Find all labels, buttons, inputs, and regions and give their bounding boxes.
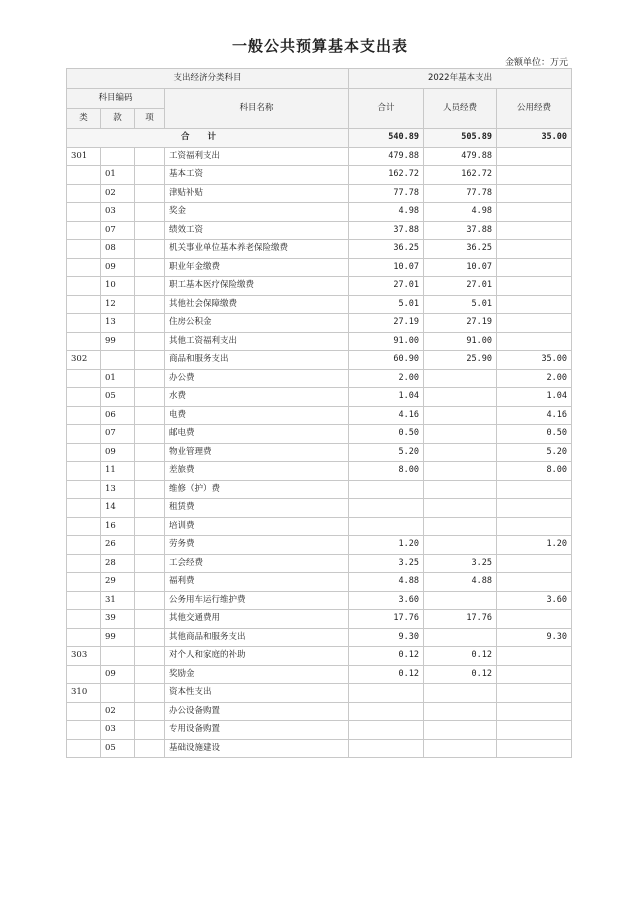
cell-public: [497, 332, 572, 351]
cell-subject-name: 商品和服务支出: [165, 351, 349, 370]
cell-xiang: [135, 739, 165, 758]
table-row: [67, 684, 572, 703]
cell-lei: [67, 166, 101, 185]
cell-kuan: 05: [101, 739, 135, 758]
table-row: [67, 591, 572, 610]
cell-xiang: [135, 277, 165, 296]
table-row: [67, 277, 572, 296]
cell-subject-name: 维修（护）费: [165, 480, 349, 499]
cell-lei: [67, 425, 101, 444]
cell-lei: 301: [67, 147, 101, 166]
cell-subject-name: 奖励金: [165, 665, 349, 684]
cell-total: [349, 721, 424, 740]
cell-personnel: 17.76: [424, 610, 497, 629]
cell-xiang: [135, 295, 165, 314]
cell-total: 4.98: [349, 203, 424, 222]
cell-personnel: [424, 443, 497, 462]
cell-xiang: [135, 536, 165, 555]
cell-xiang: [135, 573, 165, 592]
cell-personnel: 37.88: [424, 221, 497, 240]
cell-kuan: 09: [101, 443, 135, 462]
cell-total: 4.16: [349, 406, 424, 425]
cell-public: 5.20: [497, 443, 572, 462]
cell-total: 9.30: [349, 628, 424, 647]
cell-lei: [67, 258, 101, 277]
cell-public: [497, 203, 572, 222]
cell-subject-name: 对个人和家庭的补助: [165, 647, 349, 666]
cell-personnel: 27.19: [424, 314, 497, 333]
table-body: [67, 129, 572, 758]
table-row: [67, 425, 572, 444]
cell-kuan: 16: [101, 517, 135, 536]
cell-kuan: 03: [101, 203, 135, 222]
cell-xiang: [135, 203, 165, 222]
cell-kuan: 02: [101, 184, 135, 203]
cell-lei: [67, 314, 101, 333]
cell-subject-name: 工会经费: [165, 554, 349, 573]
table-row: [67, 517, 572, 536]
cell-total: 479.88: [349, 147, 424, 166]
cell-lei: [67, 462, 101, 481]
cell-public: [497, 739, 572, 758]
table-row: [67, 184, 572, 203]
cell-public: [497, 480, 572, 499]
cell-personnel: 0.12: [424, 647, 497, 666]
cell-kuan: 08: [101, 240, 135, 259]
cell-total: 162.72: [349, 166, 424, 185]
cell-public: [497, 573, 572, 592]
cell-public: 1.20: [497, 536, 572, 555]
header-code-group: 科目编码: [67, 89, 165, 109]
cell-total: 27.19: [349, 314, 424, 333]
cell-xiang: [135, 351, 165, 370]
cell-xiang: [135, 258, 165, 277]
cell-total: 8.00: [349, 462, 424, 481]
cell-subject-name: 办公费: [165, 369, 349, 388]
cell-lei: [67, 721, 101, 740]
cell-public: 0.50: [497, 425, 572, 444]
cell-subject-name: 办公设备购置: [165, 702, 349, 721]
cell-subject-name: 电费: [165, 406, 349, 425]
cell-xiang: [135, 166, 165, 185]
table-header: [67, 69, 572, 129]
cell-lei: [67, 665, 101, 684]
cell-kuan: 07: [101, 425, 135, 444]
table-row: [67, 573, 572, 592]
cell-personnel: 77.78: [424, 184, 497, 203]
cell-public: [497, 517, 572, 536]
cell-public: 35.00: [497, 351, 572, 370]
cell-personnel: [424, 536, 497, 555]
cell-subject-name: 基础设施建设: [165, 739, 349, 758]
cell-lei: [67, 536, 101, 555]
cell-personnel: 4.98: [424, 203, 497, 222]
cell-kuan: 12: [101, 295, 135, 314]
cell-kuan: 28: [101, 554, 135, 573]
cell-kuan: 99: [101, 332, 135, 351]
cell-personnel: [424, 480, 497, 499]
table-row: [67, 166, 572, 185]
cell-lei: [67, 628, 101, 647]
table-row: [67, 221, 572, 240]
cell-personnel: [424, 406, 497, 425]
cell-personnel: 162.72: [424, 166, 497, 185]
cell-public: 8.00: [497, 462, 572, 481]
cell-subject-name: 差旅费: [165, 462, 349, 481]
cell-public: [497, 166, 572, 185]
cell-kuan: 14: [101, 499, 135, 518]
cell-subject-name: 绩效工资: [165, 221, 349, 240]
cell-xiang: [135, 610, 165, 629]
cell-public: [497, 277, 572, 296]
cell-xiang: [135, 462, 165, 481]
cell-kuan: [101, 351, 135, 370]
cell-subject-name: 住房公积金: [165, 314, 349, 333]
cell-personnel: 27.01: [424, 277, 497, 296]
cell-personnel: [424, 388, 497, 407]
total-personnel: 505.89: [424, 129, 497, 148]
header-public-expenses: 公用经费: [497, 89, 572, 129]
cell-xiang: [135, 628, 165, 647]
table-row: [67, 721, 572, 740]
header-group-basic-expenditure: 2022年基本支出: [349, 69, 572, 89]
cell-lei: 302: [67, 351, 101, 370]
cell-lei: [67, 739, 101, 758]
cell-kuan: [101, 684, 135, 703]
cell-xiang: [135, 517, 165, 536]
cell-total: [349, 499, 424, 518]
cell-kuan: [101, 147, 135, 166]
total-label: 合计: [67, 129, 349, 148]
cell-xiang: [135, 591, 165, 610]
table-row: [67, 647, 572, 666]
cell-kuan: 02: [101, 702, 135, 721]
cell-public: [497, 295, 572, 314]
cell-subject-name: 其他交通费用: [165, 610, 349, 629]
cell-kuan: 03: [101, 721, 135, 740]
cell-xiang: [135, 314, 165, 333]
cell-lei: [67, 203, 101, 222]
cell-xiang: [135, 425, 165, 444]
table-row: [67, 702, 572, 721]
cell-personnel: 0.12: [424, 665, 497, 684]
cell-public: 9.30: [497, 628, 572, 647]
cell-kuan: 07: [101, 221, 135, 240]
cell-total: 2.00: [349, 369, 424, 388]
cell-total: 0.12: [349, 647, 424, 666]
header-xiang: 项: [135, 109, 165, 129]
cell-public: 3.60: [497, 591, 572, 610]
cell-xiang: [135, 665, 165, 684]
cell-personnel: [424, 684, 497, 703]
cell-personnel: 479.88: [424, 147, 497, 166]
header-group-classification: 支出经济分类科目: [67, 69, 349, 89]
cell-personnel: [424, 628, 497, 647]
cell-total: [349, 480, 424, 499]
header-subject-name: 科目名称: [165, 89, 349, 129]
table-row: [67, 240, 572, 259]
cell-total: 36.25: [349, 240, 424, 259]
cell-lei: [67, 221, 101, 240]
table-row: [67, 462, 572, 481]
cell-kuan: 29: [101, 573, 135, 592]
cell-public: [497, 647, 572, 666]
cell-total: 0.12: [349, 665, 424, 684]
cell-total: 27.01: [349, 277, 424, 296]
cell-kuan: 13: [101, 480, 135, 499]
cell-xiang: [135, 332, 165, 351]
cell-xiang: [135, 499, 165, 518]
table-row: [67, 147, 572, 166]
cell-personnel: 4.88: [424, 573, 497, 592]
cell-total: 3.60: [349, 591, 424, 610]
table-row: [67, 314, 572, 333]
cell-personnel: [424, 591, 497, 610]
cell-personnel: 25.90: [424, 351, 497, 370]
table-row: [67, 554, 572, 573]
cell-subject-name: 职工基本医疗保险缴费: [165, 277, 349, 296]
cell-personnel: 5.01: [424, 295, 497, 314]
table-row: [67, 406, 572, 425]
cell-kuan: 09: [101, 665, 135, 684]
cell-xiang: [135, 147, 165, 166]
cell-lei: [67, 610, 101, 629]
cell-public: [497, 610, 572, 629]
cell-xiang: [135, 647, 165, 666]
cell-xiang: [135, 369, 165, 388]
cell-lei: [67, 388, 101, 407]
amount-unit-label: 金额单位：万元: [504, 58, 568, 68]
cell-lei: [67, 184, 101, 203]
cell-subject-name: 奖金: [165, 203, 349, 222]
cell-public: [497, 702, 572, 721]
cell-public: 4.16: [497, 406, 572, 425]
cell-lei: [67, 573, 101, 592]
cell-xiang: [135, 702, 165, 721]
cell-public: [497, 554, 572, 573]
header-total: 合计: [349, 89, 424, 129]
cell-total: 1.04: [349, 388, 424, 407]
cell-xiang: [135, 480, 165, 499]
cell-lei: 310: [67, 684, 101, 703]
cell-public: [497, 499, 572, 518]
cell-xiang: [135, 184, 165, 203]
cell-total: 77.78: [349, 184, 424, 203]
cell-lei: [67, 480, 101, 499]
header-personnel-expenses: 人员经费: [424, 89, 497, 129]
cell-lei: [67, 369, 101, 388]
cell-kuan: 01: [101, 369, 135, 388]
cell-personnel: 3.25: [424, 554, 497, 573]
cell-kuan: 31: [101, 591, 135, 610]
cell-kuan: 13: [101, 314, 135, 333]
cell-total: 4.88: [349, 573, 424, 592]
cell-total: [349, 517, 424, 536]
cell-public: [497, 221, 572, 240]
cell-kuan: 01: [101, 166, 135, 185]
cell-total: 37.88: [349, 221, 424, 240]
cell-subject-name: 其他商品和服务支出: [165, 628, 349, 647]
cell-xiang: [135, 388, 165, 407]
header-lei: 类: [67, 109, 101, 129]
cell-total: [349, 684, 424, 703]
table-row: [67, 258, 572, 277]
cell-personnel: [424, 721, 497, 740]
cell-subject-name: 劳务费: [165, 536, 349, 555]
cell-public: [497, 721, 572, 740]
cell-public: [497, 184, 572, 203]
cell-personnel: [424, 499, 497, 518]
cell-subject-name: 资本性支出: [165, 684, 349, 703]
table-row: [67, 665, 572, 684]
cell-public: [497, 147, 572, 166]
cell-personnel: [424, 425, 497, 444]
cell-kuan: 06: [101, 406, 135, 425]
total-amount: 540.89: [349, 129, 424, 148]
cell-public: 1.04: [497, 388, 572, 407]
cell-personnel: [424, 369, 497, 388]
table-row: [67, 628, 572, 647]
cell-personnel: 10.07: [424, 258, 497, 277]
cell-kuan: 26: [101, 536, 135, 555]
cell-lei: 303: [67, 647, 101, 666]
table-row: [67, 480, 572, 499]
table-row: [67, 443, 572, 462]
cell-kuan: 39: [101, 610, 135, 629]
table-row: [67, 295, 572, 314]
cell-total: 91.00: [349, 332, 424, 351]
cell-lei: [67, 702, 101, 721]
cell-lei: [67, 591, 101, 610]
cell-subject-name: 基本工资: [165, 166, 349, 185]
table-row: [67, 499, 572, 518]
cell-total: [349, 702, 424, 721]
cell-kuan: [101, 647, 135, 666]
cell-public: 2.00: [497, 369, 572, 388]
cell-lei: [67, 443, 101, 462]
cell-lei: [67, 295, 101, 314]
table-row: [67, 203, 572, 222]
table-row: [67, 536, 572, 555]
cell-subject-name: 机关事业单位基本养老保险缴费: [165, 240, 349, 259]
total-row: [67, 129, 572, 148]
cell-public: [497, 258, 572, 277]
cell-total: 3.25: [349, 554, 424, 573]
cell-total: [349, 739, 424, 758]
cell-total: 5.20: [349, 443, 424, 462]
cell-xiang: [135, 443, 165, 462]
table-row: [67, 332, 572, 351]
cell-total: 5.01: [349, 295, 424, 314]
cell-total: 1.20: [349, 536, 424, 555]
cell-lei: [67, 277, 101, 296]
cell-lei: [67, 554, 101, 573]
cell-subject-name: 物业管理费: [165, 443, 349, 462]
cell-personnel: [424, 517, 497, 536]
table-row: [67, 369, 572, 388]
table-row: [67, 388, 572, 407]
cell-subject-name: 邮电费: [165, 425, 349, 444]
cell-total: 10.07: [349, 258, 424, 277]
cell-xiang: [135, 684, 165, 703]
cell-kuan: 11: [101, 462, 135, 481]
cell-kuan: 09: [101, 258, 135, 277]
cell-public: [497, 314, 572, 333]
cell-xiang: [135, 240, 165, 259]
cell-subject-name: 水费: [165, 388, 349, 407]
table-row: [67, 610, 572, 629]
page-title: 一般公共预算基本支出表: [231, 37, 408, 55]
cell-kuan: 10: [101, 277, 135, 296]
cell-public: [497, 665, 572, 684]
cell-personnel: 91.00: [424, 332, 497, 351]
cell-total: 0.50: [349, 425, 424, 444]
header-kuan: 款: [101, 109, 135, 129]
cell-public: [497, 240, 572, 259]
cell-total: 17.76: [349, 610, 424, 629]
cell-xiang: [135, 721, 165, 740]
cell-subject-name: 职业年金缴费: [165, 258, 349, 277]
cell-subject-name: 其他社会保障缴费: [165, 295, 349, 314]
cell-personnel: [424, 739, 497, 758]
cell-public: [497, 684, 572, 703]
cell-kuan: 99: [101, 628, 135, 647]
cell-lei: [67, 332, 101, 351]
table-row: [67, 351, 572, 370]
cell-subject-name: 其他工资福利支出: [165, 332, 349, 351]
cell-kuan: 05: [101, 388, 135, 407]
cell-personnel: [424, 702, 497, 721]
cell-subject-name: 公务用车运行维护费: [165, 591, 349, 610]
cell-subject-name: 津贴补贴: [165, 184, 349, 203]
cell-lei: [67, 499, 101, 518]
cell-subject-name: 福利费: [165, 573, 349, 592]
budget-table: [66, 68, 572, 758]
cell-lei: [67, 517, 101, 536]
cell-subject-name: 工资福利支出: [165, 147, 349, 166]
cell-xiang: [135, 554, 165, 573]
cell-personnel: [424, 462, 497, 481]
cell-subject-name: 专用设备购置: [165, 721, 349, 740]
table-row: [67, 739, 572, 758]
cell-subject-name: 租赁费: [165, 499, 349, 518]
cell-xiang: [135, 406, 165, 425]
cell-total: 60.90: [349, 351, 424, 370]
cell-xiang: [135, 221, 165, 240]
cell-personnel: 36.25: [424, 240, 497, 259]
cell-lei: [67, 240, 101, 259]
cell-subject-name: 培训费: [165, 517, 349, 536]
cell-lei: [67, 406, 101, 425]
total-public: 35.00: [497, 129, 572, 148]
